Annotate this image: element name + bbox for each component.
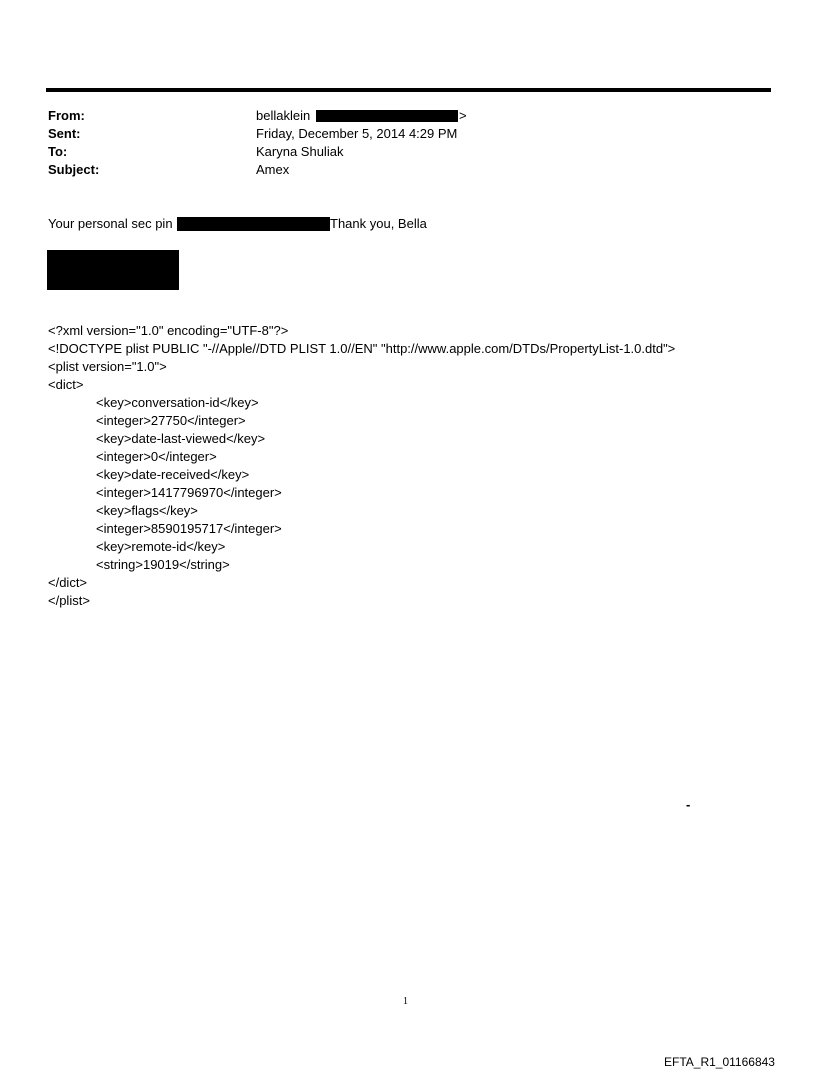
xml-line: <string>19019</string>: [96, 557, 230, 572]
to-label: To:: [48, 144, 68, 159]
xml-line: <integer>8590195717</integer>: [96, 521, 282, 536]
xml-line: <?xml version="1.0" encoding="UTF-8"?>: [48, 323, 289, 338]
to-value: Karyna Shuliak: [256, 144, 344, 159]
subject-value: Amex: [256, 162, 290, 177]
xml-line: </plist>: [48, 593, 90, 608]
from-label: From:: [48, 108, 85, 123]
thanks-text: Thank you, Bella: [330, 216, 427, 231]
xml-line: </dict>: [48, 575, 88, 590]
xml-line: <plist version="1.0">: [48, 359, 167, 374]
stray-dash: -: [686, 797, 691, 812]
from-tail: >: [459, 108, 467, 123]
subject-label: Subject:: [48, 162, 100, 177]
xml-line: <key>flags</key>: [96, 503, 198, 518]
header-rule: [46, 88, 771, 92]
xml-plist: [48, 322, 675, 610]
redaction-from-email: [316, 110, 458, 122]
from-value: bellaklein: [256, 108, 311, 123]
redaction-block: [47, 250, 179, 290]
sent-value: Friday, December 5, 2014 4:29 PM: [256, 126, 458, 141]
xml-line: <key>date-last-viewed</key>: [96, 431, 266, 446]
xml-line: <key>date-received</key>: [96, 467, 250, 482]
xml-line: <!DOCTYPE plist PUBLIC "-//Apple//DTD PLIST 1.0//EN" "http://www.apple.com/DTDs/PropertyList-1.0.dtd">: [48, 341, 676, 356]
xml-line: <integer>27750</integer>: [96, 413, 246, 428]
redaction-pin: [177, 217, 330, 231]
sent-label: Sent:: [48, 126, 81, 141]
page-number: 1: [403, 996, 408, 1007]
xml-line: <key>remote-id</key>: [96, 539, 226, 554]
xml-line: <dict>: [48, 377, 84, 392]
xml-line: <integer>1417796970</integer>: [96, 485, 282, 500]
bates-number: EFTA_R1_01166843: [664, 1055, 775, 1069]
xml-line: <integer>0</integer>: [96, 449, 217, 464]
pin-text: Your personal sec pin: [48, 216, 173, 231]
xml-line: <key>conversation-id</key>: [96, 395, 259, 410]
